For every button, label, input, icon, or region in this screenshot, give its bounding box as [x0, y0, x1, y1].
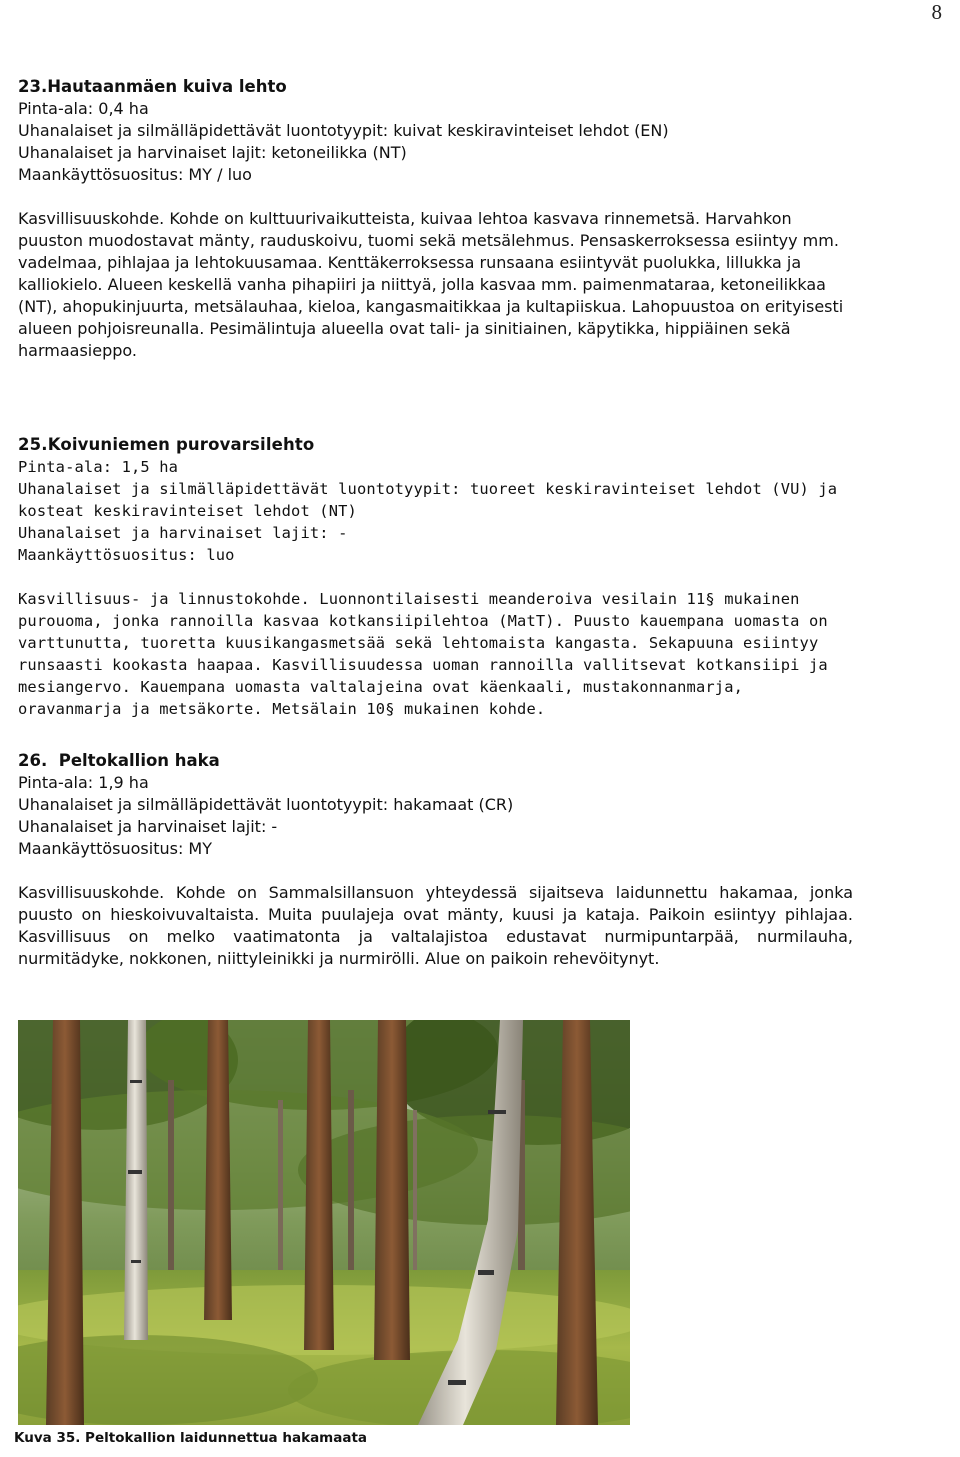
area-line: Pinta-ala: 0,4 ha [18, 99, 149, 118]
forest-photo [18, 1020, 630, 1425]
area-line: Pinta-ala: 1,5 ha [18, 458, 179, 476]
species-line: Uhanalaiset ja harvinaiset lajit: - [18, 817, 278, 836]
land-use-line: Maankäyttösuositus: MY [18, 839, 212, 858]
section-title: Peltokallion haka [58, 751, 220, 770]
land-use-line: Maankäyttösuositus: luo [18, 546, 235, 564]
section-description: Kasvillisuus- ja linnustokohde. Luonnontilaisesti meanderoiva vesilain 11§ mukainen purouoma, jonka rannoilla kasvaa kotkansiipilehtoa (MatT). Puusto kauempana uomasta on varttunutta, tuoretta kuusikangasmetsää sekä lehtomaista kangasta. Sekapuuna esiintyy runsaasti kookasta haapaa. Kasvillisuudessa uoman rannoilla vallitsevat kotkansiipi ja mesiangervo. Kauempana uomasta valtalajeina ovat käenkaali, mustakonnanmarja, oravanmarja ja metsäkorte. Metsälain 10§ mukainen kohde. [18, 590, 828, 718]
section-heading [18, 750, 853, 772]
section-number: 26. [18, 751, 48, 770]
habitats-line: Uhanalaiset ja silmälläpidettävät luontotyypit: hakamaat (CR) [18, 795, 514, 814]
section-23 [18, 76, 853, 362]
section-title: Hautaanmäen kuiva lehto [47, 77, 287, 96]
section-heading [18, 434, 853, 456]
habitats-line: Uhanalaiset ja silmälläpidettävät luontotyypit: kuivat keskiravinteiset lehdot (EN) [18, 121, 669, 140]
section-description: Kasvillisuuskohde. Kohde on kulttuurivaikutteista, kuivaa lehtoa kasvava rinnemetsä. Harvahkon puuston muodostavat mänty, rauduskoivu, tuomi sekä metsälehmus. Pensaskerroksessa esiintyy mm. vadelmaa, pihlajaa ja lehtokuusamaa. Kenttäkerroksessa runsaana esiintyvät puolukka, lillukka ja kalliokielo. Alueen keskellä vanha pihapiiri ja niittyä, jolla kasvaa mm. paimenmataraa, ketoneilikkaa (NT), ahopukinjuurta, metsälauhaa, kieloa, kangasmaitikkaa ja kultapiiskua. Lahopuustoa on erityisesti alueen pohjoisreunalla. Pesimälintuja alueella ovat tali- ja sinitiainen, käpytikka, hippiäinen sekä harmaasieppo. [18, 209, 844, 360]
land-use-line: Maankäyttösuositus: MY / luo [18, 165, 252, 184]
section-number: 23. [18, 77, 48, 96]
species-line: Uhanalaiset ja harvinaiset lajit: ketoneilikka (NT) [18, 143, 407, 162]
species-line: Uhanalaiset ja harvinaiset lajit: - [18, 524, 348, 542]
section-title: Koivuniemen purovarsilehto [47, 435, 315, 454]
section-number: 25. [18, 435, 48, 454]
area-line: Pinta-ala: 1,9 ha [18, 773, 149, 792]
section-25 [18, 434, 853, 720]
section-description: Kasvillisuuskohde. Kohde on Sammalsillansuon yhteydessä sijaitseva laidunnettu hakamaa, jonka puusto on hieskoivuvaltaista. Muita puulajeja ovat mänty, kuusi ja kataja. Paikoin esiintyy pihlajaa. Kasvillisuus on melko vaatimatonta ja valtalajistoa edustavat nurmipuntarpää, nurmilauha, nurmitädyke, nokkonen, niittyleinikki ja nurmirölli. Alue on paikoin rehevöitynyt. [18, 883, 853, 968]
habitats-line: Uhanalaiset ja silmälläpidettävät luontotyypit: tuoreet keskiravinteiset lehdot (VU) ja kosteat keskiravinteiset lehdot (NT) [18, 480, 838, 520]
figure-caption: Kuva 35. Peltokallion laidunnettua hakamaata [14, 1430, 368, 1446]
page-number: 8 [931, 0, 942, 24]
section-heading [18, 76, 853, 98]
section-26 [18, 750, 853, 970]
